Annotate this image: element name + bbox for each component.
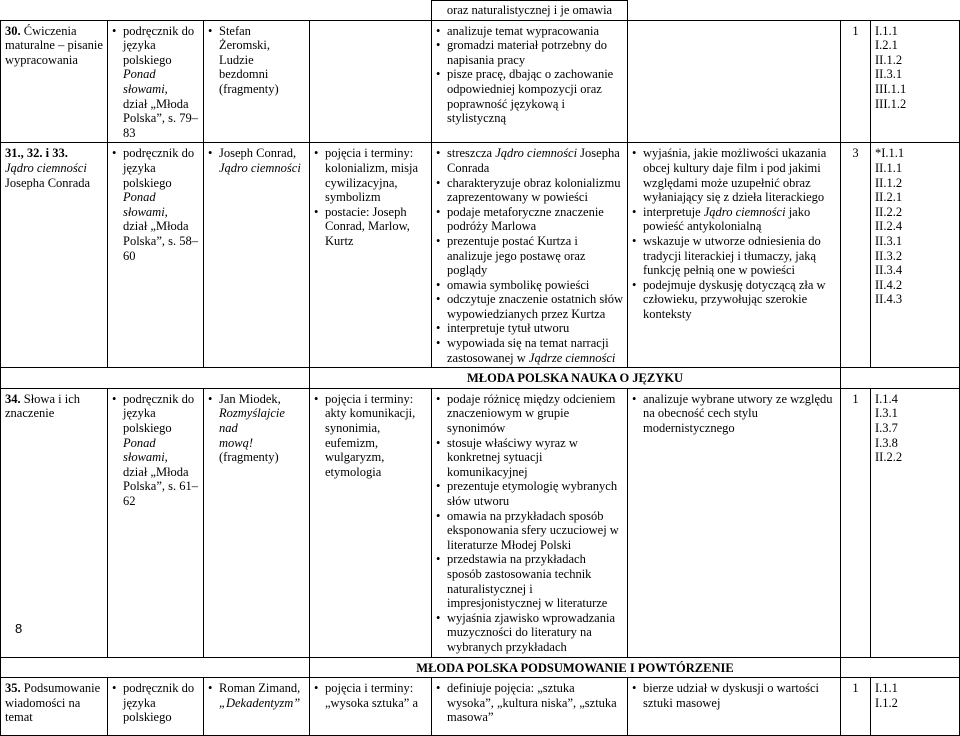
extended-goals-cell <box>628 388 841 657</box>
curriculum-code: II.2.4 <box>875 219 903 234</box>
blank-cell <box>841 368 960 389</box>
goal-item: • analizuje temat wypracowania <box>436 24 623 39</box>
textbook-list <box>112 146 199 263</box>
textbook-cell <box>108 143 204 368</box>
text-line: Ludzie bezdomni <box>219 52 269 82</box>
extended-goal-item: • interpretuje Jądro ciemności jako powieść antykolonialną <box>632 205 836 234</box>
curriculum-code: II.2.2 <box>875 450 903 465</box>
extended-goals-list <box>632 146 836 321</box>
text-line: Jądro ciemności <box>219 160 301 175</box>
text-line: • Roman Zimand, <box>219 681 301 696</box>
curriculum-code: I.1.2 <box>875 695 898 710</box>
goal-item: • omawia symbolikę powieści <box>436 278 623 293</box>
extended-goals-cell <box>628 20 841 143</box>
text-line: (fragmenty) <box>219 81 279 96</box>
text-line: „Dekadentyzm” <box>219 695 301 710</box>
textbook-line: języka polskiego <box>123 406 172 436</box>
curriculum-code: II.4.3 <box>875 292 903 307</box>
textbook-item <box>112 392 199 509</box>
lesson-title-line: 31., 32. i 33. <box>5 146 68 161</box>
textbook-line: • podręcznik do <box>123 681 195 696</box>
texts-item <box>208 146 305 175</box>
hours-cell: 1 <box>841 678 871 736</box>
blank-cell <box>1 368 310 389</box>
goal-item: • prezentuje postać Kurtza i analizuje jego postawę oraz poglądy <box>436 234 623 278</box>
lesson-row <box>1 678 960 736</box>
text-line: mową! (fragmenty) <box>219 435 279 465</box>
continuation-row <box>1 1 960 21</box>
goals-cell <box>432 388 628 657</box>
extended-goal-item: • wyjaśnia, jakie możliwości ukazania obcej kultury daje film i pod jakimi względami może uzupełnić obraz wyłaniający się z dzieła literackiego <box>632 146 836 204</box>
curriculum-code: I.3.8 <box>875 435 898 450</box>
concept-item: • pojęcia i terminy: „wysoka sztuka” a <box>314 681 427 710</box>
goal-item: • prezentuje etymologię wybranych słów utworu <box>436 479 623 508</box>
lesson-title-line: Josepha Conrada <box>5 175 91 190</box>
goal-item: • podaje różnicę między odcieniem znaczeniowym w grupie synonimów <box>436 392 623 436</box>
lesson-title-line: 30. Ćwiczenia <box>5 23 77 38</box>
texts-item <box>208 24 305 97</box>
curriculum-code: I.1.1 <box>875 681 898 696</box>
text-line: • Jan Miodek, <box>219 391 281 406</box>
textbook-cell <box>108 678 204 736</box>
page-number: 8 <box>15 621 23 636</box>
goal-item: • wypowiada się na temat narracji zastosowanej w Jądrze ciemności <box>436 336 623 365</box>
extended-goal-item: • analizuje wybrane utwory ze względu na obecność cech stylu modernistycznego <box>632 392 836 436</box>
goal-item: • podaje metaforyczne znaczenie podróży Marlowa <box>436 205 623 234</box>
section-heading-summary-row <box>1 657 960 678</box>
curriculum-code: II.1.2 <box>875 175 903 190</box>
concepts-list <box>314 681 427 710</box>
text-line: Rozmyślajcie nad <box>219 406 285 436</box>
codes-cell <box>871 20 960 143</box>
goal-item: • wyjaśnia zjawisko wprowadzania muzyczności do literatury na wybranych przykładach <box>436 611 623 655</box>
textbook-line: języka polskiego <box>123 695 172 725</box>
goal-item: • odczytuje znaczenie ostatnich słów wypowiedzianych przez Kurtza <box>436 292 623 321</box>
lesson-title-line: znaczenie <box>5 406 55 421</box>
goal-item: • charakteryzuje obraz kolonializmu zaprezentowany w powieści <box>436 176 623 205</box>
texts-cell <box>204 388 310 657</box>
textbook-line: języka polskiego <box>123 160 172 190</box>
textbook-item <box>112 146 199 263</box>
textbook-line: dział „Młoda <box>123 464 189 479</box>
lesson-title-line: wypracowania <box>5 52 78 67</box>
curriculum-code: I.2.1 <box>875 38 898 53</box>
extended-goal-item: • podejmuje dyskusję dotyczącą zła w człowieku, przywołując szerokie konteksty <box>632 278 836 322</box>
lesson-title-line: 34. Słowa i ich <box>5 391 80 406</box>
hours-cell: 1 <box>841 20 871 143</box>
textbook-list <box>112 681 199 725</box>
lesson-row <box>1 143 960 368</box>
goals-cell <box>432 143 628 368</box>
textbook-line: Ponad słowami, <box>123 190 168 219</box>
textbook-line: • podręcznik do <box>123 23 195 38</box>
curriculum-code: II.2.1 <box>875 190 903 205</box>
texts-item <box>208 392 305 465</box>
textbook-line: Polska”, s. 58–60 <box>123 233 198 263</box>
concepts-list <box>314 146 427 248</box>
continued-goal-text: oraz naturalistycznej i je omawia <box>432 1 628 21</box>
goals-cell <box>432 20 628 143</box>
curriculum-code: II.3.1 <box>875 67 903 82</box>
extended-goals-cell <box>628 678 841 736</box>
text-line: • Stefan Żeromski, <box>219 23 271 53</box>
section-heading-language-row <box>1 368 960 389</box>
goal-item: • pisze pracę, dbając o zachowanie odpowiedniej kompozycji oraz poprawność językową i stylistyczną <box>436 67 623 125</box>
section-heading-language: MŁODA POLSKA NAUKA O JĘZYKU <box>310 368 841 389</box>
textbook-line: dział „Młoda <box>123 219 189 234</box>
goal-item: • streszcza Jądro ciemności Josepha Conrada <box>436 146 623 175</box>
lesson-title-cell <box>1 388 108 657</box>
lesson-title-line: Jądro ciemności <box>5 160 87 175</box>
codes-cell <box>871 678 960 736</box>
textbook-list <box>112 24 199 141</box>
textbook-line: Ponad słowami, <box>123 67 168 96</box>
textbook-line: • podręcznik do <box>123 146 195 161</box>
goal-item: • przedstawia na przykładach sposób zastosowania technik naturalistycznej i impresjonistycznej w literaturze <box>436 552 623 610</box>
goal-item: • stosuje właściwy wyraz w konkretnej sytuacji komunikacyjnej <box>436 436 623 480</box>
texts-list <box>208 146 305 175</box>
extended-goals-list <box>632 681 836 710</box>
goals-list <box>436 24 623 126</box>
curriculum-code: II.1.2 <box>875 52 903 67</box>
blank-cell <box>1 657 310 678</box>
textbook-item <box>112 24 199 141</box>
curriculum-code: II.3.2 <box>875 248 903 263</box>
section-heading-summary: MŁODA POLSKA PODSUMOWANIE I POWTÓRZENIE <box>310 657 841 678</box>
extended-goals-cell <box>628 143 841 368</box>
extended-goal-item: • wskazuje w utworze odniesienia do tradycji literackiej i tłumaczy, jaką funkcję pełnią one w powieści <box>632 234 836 278</box>
goals-list <box>436 681 623 725</box>
texts-cell <box>204 143 310 368</box>
goals-cell <box>432 678 628 736</box>
extended-goal-item: • bierze udział w dyskusji o wartości sztuki masowej <box>632 681 836 710</box>
text-line: • Joseph Conrad, <box>219 146 297 161</box>
curriculum-code: I.1.1 <box>875 23 898 38</box>
textbook-line: Polska”, s. 61–62 <box>123 479 198 508</box>
goal-item: • gromadzi materiał potrzebny do napisania pracy <box>436 38 623 67</box>
textbook-line: języka polskiego <box>123 38 172 67</box>
concepts-cell <box>310 143 432 368</box>
curriculum-code: II.2.2 <box>875 204 903 219</box>
lesson-title-cell <box>1 20 108 143</box>
concept-item: • pojęcia i terminy: kolonializm, misja cywilizacyjna, symbolizm <box>314 146 427 204</box>
lesson-title-line: wiadomości na temat <box>5 695 81 725</box>
curriculum-code: I.3.1 <box>875 406 898 421</box>
curriculum-code: II.3.4 <box>875 263 903 278</box>
texts-cell <box>204 20 310 143</box>
textbook-line: Polska”, s. 79–83 <box>123 111 198 140</box>
curriculum-code: I.3.7 <box>875 421 898 436</box>
curriculum-code: II.3.1 <box>875 233 903 248</box>
goals-list <box>436 146 623 365</box>
lesson-title-cell <box>1 678 108 736</box>
curriculum-code: I.1.4 <box>875 391 898 406</box>
textbook-line: • podręcznik do <box>123 391 195 406</box>
extended-goals-list <box>632 392 836 436</box>
concept-item: • pojęcia i terminy: akty komunikacji, synonimia, eufemizm, wulgaryzm, etymologia <box>314 392 427 480</box>
lesson-row <box>1 20 960 143</box>
curriculum-code: II.1.1 <box>875 160 903 175</box>
textbook-item <box>112 681 199 725</box>
textbook-cell <box>108 20 204 143</box>
lesson-title-line: maturalne – pisanie <box>5 38 103 53</box>
goal-item: • omawia na przykładach sposób eksponowania sfery uczuciowej w literaturze Młodej Polski <box>436 509 623 553</box>
texts-list <box>208 392 305 465</box>
blank-cell <box>841 657 960 678</box>
codes-cell <box>871 388 960 657</box>
texts-cell <box>204 678 310 736</box>
texts-item <box>208 681 305 710</box>
concepts-cell <box>310 388 432 657</box>
lesson-title-line: 35. Podsumowanie <box>5 681 101 696</box>
codes-cell <box>871 143 960 368</box>
hours-cell: 3 <box>841 143 871 368</box>
curriculum-code: III.1.2 <box>875 96 907 111</box>
curriculum-code: III.1.1 <box>875 81 907 96</box>
texts-list <box>208 681 305 710</box>
goals-list <box>436 392 623 655</box>
curriculum-code: *I.1.1 <box>875 146 905 161</box>
goal-item: • definiuje pojęcia: „sztuka wysoka”, „kultura niska”, „sztuka masowa” <box>436 681 623 725</box>
concepts-cell <box>310 20 432 143</box>
textbook-line: dział „Młoda <box>123 96 189 111</box>
concepts-list <box>314 392 427 480</box>
concepts-cell <box>310 678 432 736</box>
texts-list <box>208 24 305 97</box>
lesson-title-cell <box>1 143 108 368</box>
lesson-row <box>1 388 960 657</box>
hours-cell: 1 <box>841 388 871 657</box>
textbook-list <box>112 392 199 509</box>
curriculum-code: II.4.2 <box>875 277 903 292</box>
textbook-cell <box>108 388 204 657</box>
textbook-line: Ponad słowami, <box>123 435 168 465</box>
concept-item: • postacie: Joseph Conrad, Marlow, Kurtz <box>314 205 427 249</box>
goal-item: • interpretuje tytuł utworu <box>436 321 623 336</box>
